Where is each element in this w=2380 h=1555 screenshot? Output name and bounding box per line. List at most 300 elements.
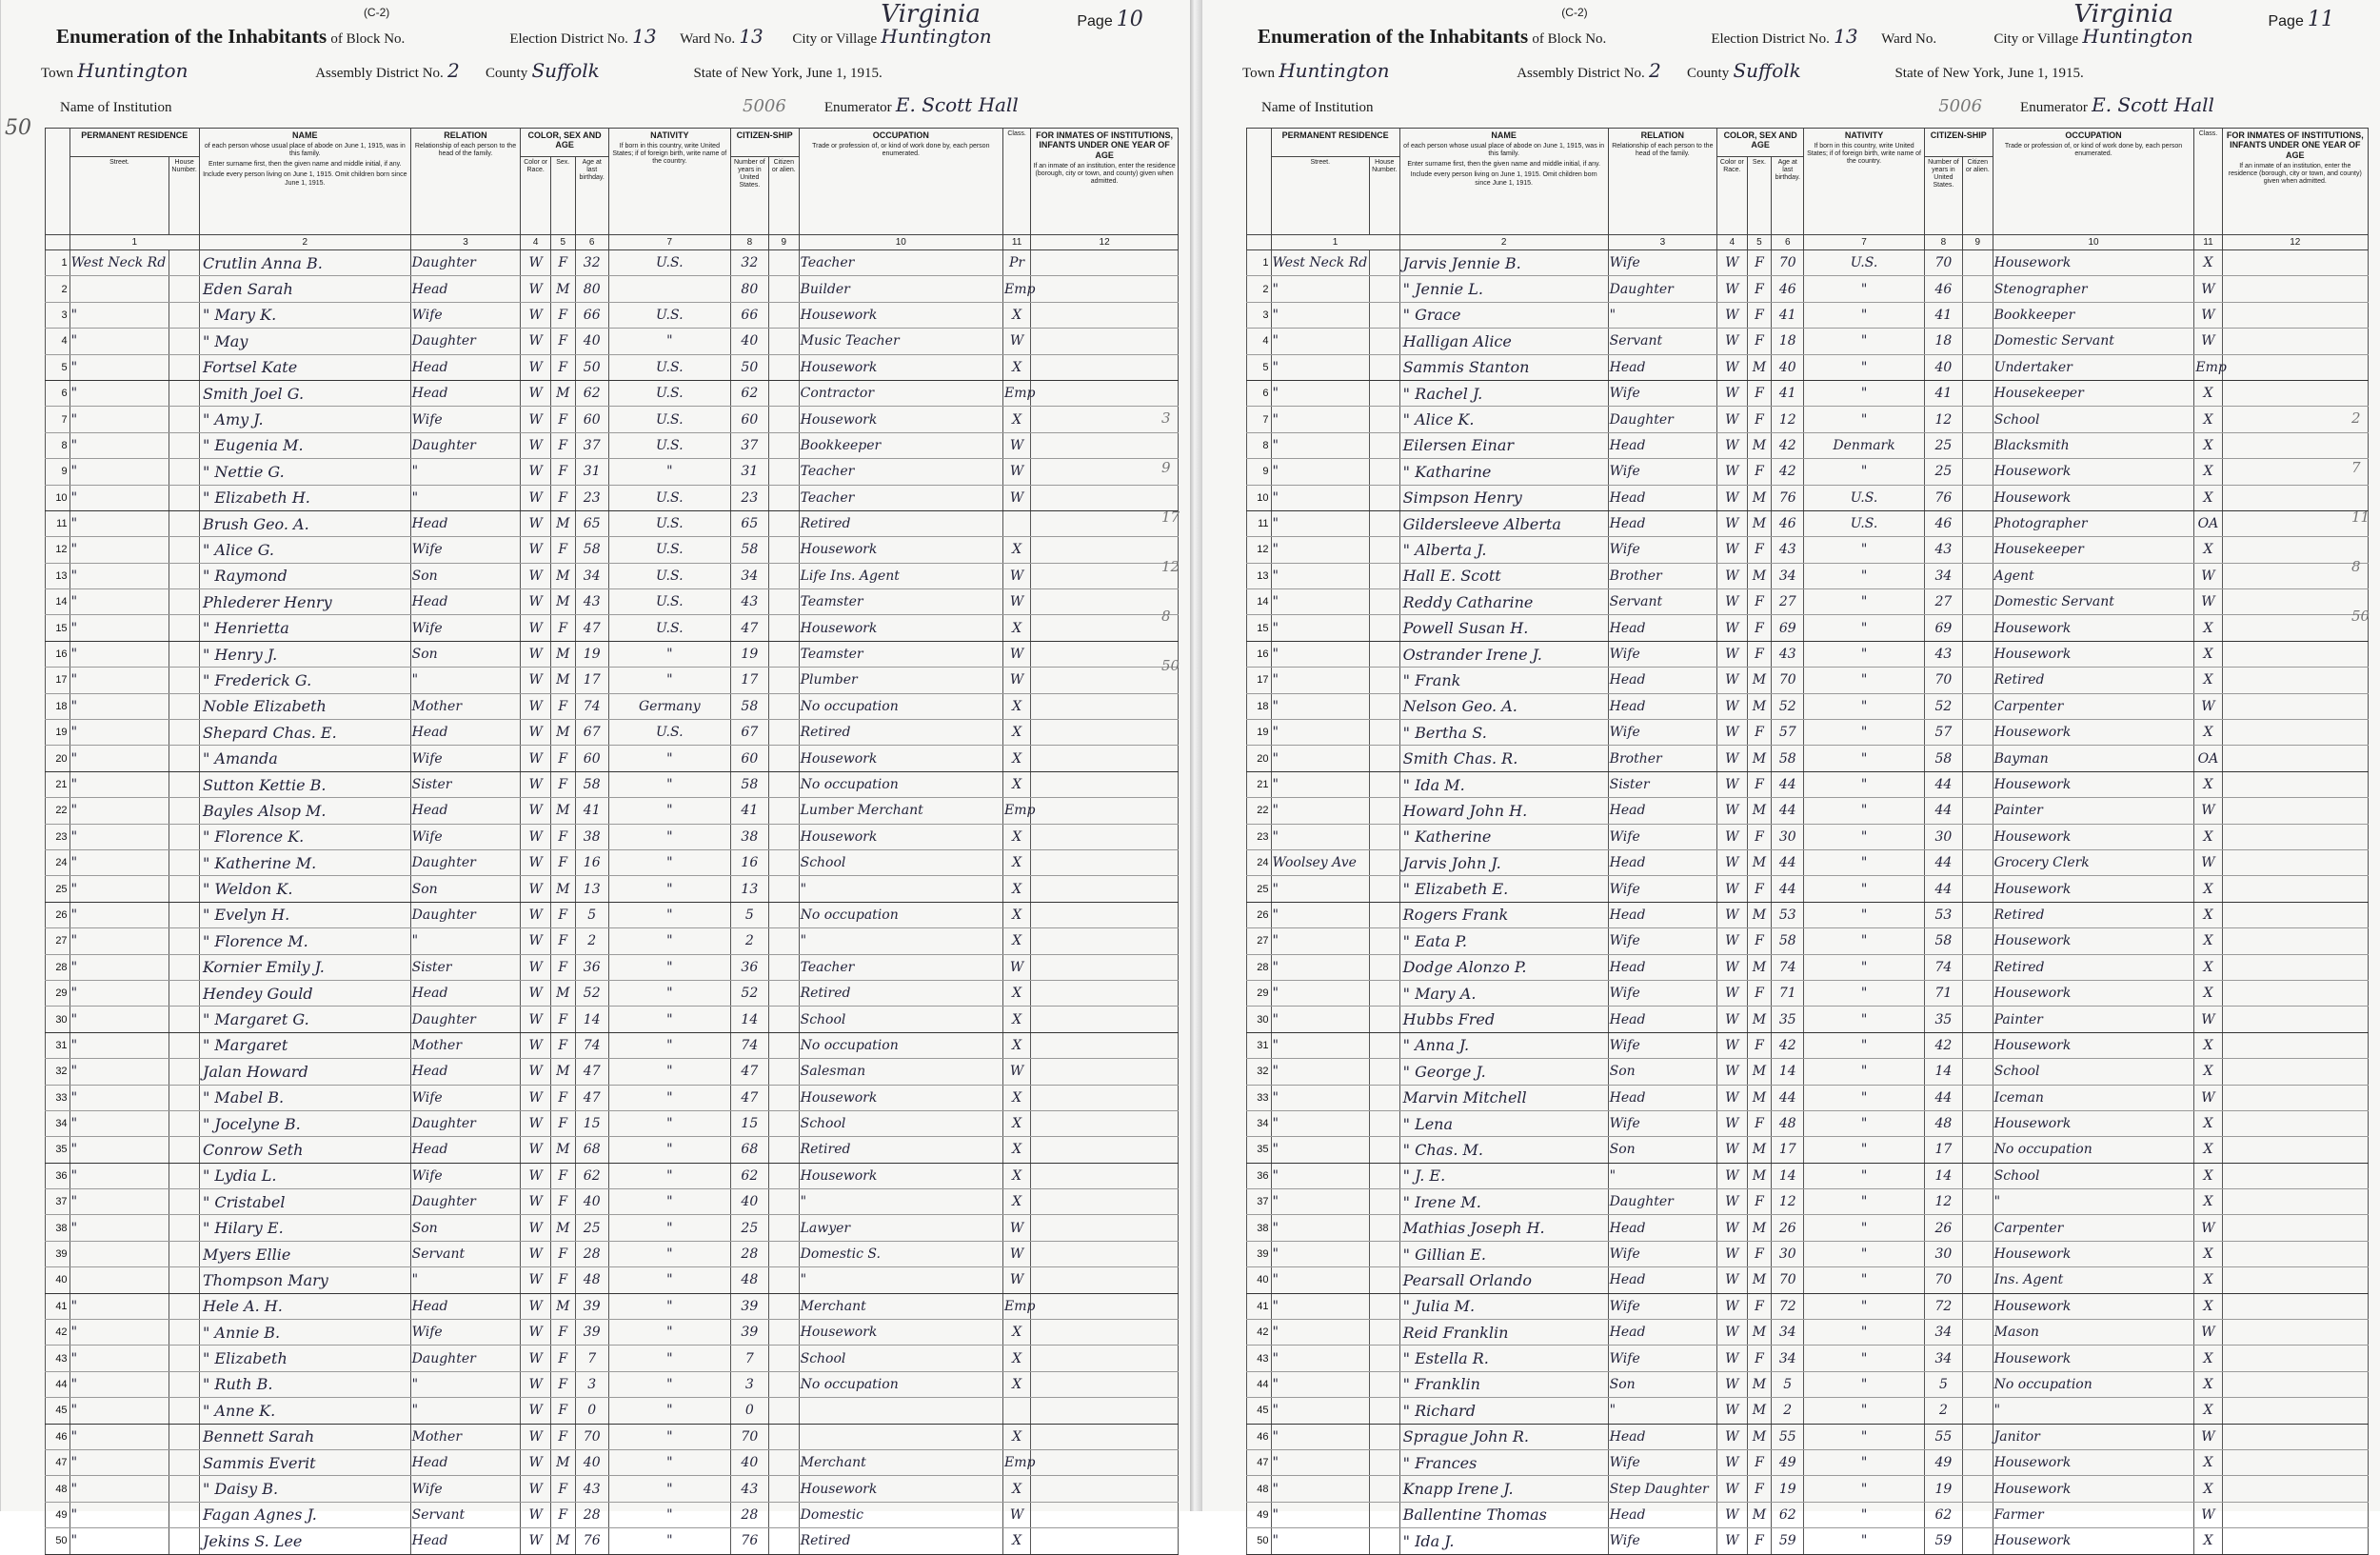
house-number-cell [1369, 641, 1399, 667]
color-cell: W [1717, 459, 1748, 485]
years-cell: 66 [730, 302, 768, 328]
relation-cell: Head [410, 1528, 521, 1554]
relation-cell: Wife [1608, 1346, 1716, 1371]
color-cell: W [521, 668, 551, 693]
occupation-cell: School [799, 1346, 1002, 1371]
occupation-header-sub: Trade or profession of, or kind of work done by, each person enumerated. [2004, 143, 2183, 158]
inmates-cell [2222, 459, 2368, 485]
class-cell: W [1002, 1059, 1030, 1085]
table-row [46, 1137, 1179, 1163]
citizen-cell [768, 1320, 799, 1346]
street-cell [69, 1267, 169, 1293]
name-cell: " Mary K. [199, 302, 410, 328]
occupation-cell: Retired [1993, 668, 2194, 693]
line-number: 50 [46, 1528, 70, 1554]
years-cell: 5 [1924, 1371, 1962, 1397]
line-number: 45 [1247, 1398, 1272, 1424]
relation-cell: Sister [1608, 771, 1716, 797]
class-cell: X [1002, 1163, 1030, 1188]
line-number: 48 [46, 1476, 70, 1502]
house-number-cell [1369, 407, 1399, 432]
sex-cell: M [550, 1293, 575, 1319]
line-number: 32 [46, 1059, 70, 1085]
years-cell: 76 [730, 1528, 768, 1554]
house-number-cell [1369, 771, 1399, 797]
name-cell: " Bertha S. [1399, 720, 1608, 746]
table-row [1247, 250, 2369, 276]
years-cell: 16 [730, 849, 768, 875]
class-cell: X [2194, 380, 2222, 406]
nativity-cell: " [1804, 1293, 1925, 1319]
line-number: 19 [1247, 720, 1272, 746]
class-cell: W [1002, 329, 1030, 354]
street-cell: " [1271, 1163, 1369, 1188]
citizen-cell [768, 1137, 799, 1163]
line-number: 31 [46, 1032, 70, 1058]
inmates-cell [2222, 1320, 2368, 1346]
class-cell: X [1002, 1476, 1030, 1502]
inmates-cell [1031, 1189, 1179, 1215]
enumerator-label: Enumerator [823, 100, 892, 115]
county-label: County [1687, 66, 1730, 81]
citizen-cell [768, 693, 799, 719]
house-number-cell [169, 380, 200, 406]
house-number-cell [169, 902, 200, 927]
class-cell: X [2194, 902, 2222, 927]
inmates-cell [1031, 954, 1179, 980]
relation-cell: Head [410, 354, 521, 380]
relation-cell: Step Daughter [1608, 1476, 1716, 1502]
occupation-cell: School [1993, 1163, 2194, 1188]
relation-cell: Son [1608, 1371, 1716, 1397]
citizen-cell [768, 641, 799, 667]
color-header: Color or Race. [1717, 157, 1748, 235]
house-number-cell [1369, 668, 1399, 693]
inmates-cell [1031, 1032, 1179, 1058]
name-cell: " Katharine [1399, 459, 1608, 485]
name-header-sub1: of each person whose usual place of abode on June 1, 1915, was in this family. [204, 143, 406, 158]
relation-cell: Head [1608, 510, 1716, 536]
table-row [46, 849, 1179, 875]
class-cell: X [2194, 1346, 2222, 1371]
house-number-cell [169, 1163, 200, 1188]
table-row [1247, 276, 2369, 302]
line-number: 38 [46, 1215, 70, 1241]
sex-cell: M [1747, 902, 1772, 927]
street-cell: " [69, 954, 169, 980]
age-cell: 58 [575, 771, 608, 797]
sex-cell: F [550, 928, 575, 954]
nativity-cell: U.S. [1804, 250, 1925, 276]
color-cell: W [521, 537, 551, 563]
table-row [46, 824, 1179, 849]
sex-cell: F [1747, 876, 1772, 902]
inmates-cell [1031, 589, 1179, 615]
nativity-cell: U.S. [608, 537, 730, 563]
citizen-cell [1962, 668, 1993, 693]
citizen-cell [1962, 849, 1993, 875]
occupation-cell: No occupation [799, 1032, 1002, 1058]
years-cell: 43 [1924, 641, 1962, 667]
table-row [46, 459, 1179, 485]
occupation-cell: Teamster [799, 589, 1002, 615]
years-cell: 48 [1924, 1110, 1962, 1136]
occupation-cell: No occupation [799, 902, 1002, 927]
years-cell: 23 [730, 485, 768, 510]
relation-header-sub: Relationship of each person to the head of the family. [1612, 143, 1714, 158]
years-header: Number of years in United States. [730, 157, 768, 235]
years-cell: 72 [1924, 1293, 1962, 1319]
nativity-cell: U.S. [608, 407, 730, 432]
nativity-cell: " [1804, 1476, 1925, 1502]
house-number-cell [169, 432, 200, 458]
house-number-cell [1369, 1007, 1399, 1032]
house-number-cell [169, 276, 200, 302]
relation-cell: Servant [410, 1502, 521, 1527]
institution-label: Name of Institution [1261, 100, 1374, 115]
color-cell: W [1717, 432, 1748, 458]
house-number-cell [1369, 1163, 1399, 1188]
column-number: 5 [1747, 235, 1772, 250]
line-number: 42 [46, 1320, 70, 1346]
sex-cell: M [1747, 798, 1772, 824]
inmates-cell [2222, 432, 2368, 458]
nativity-cell: " [608, 1059, 730, 1085]
age-cell: 43 [575, 589, 608, 615]
column-number-row [1247, 235, 2369, 250]
age-cell: 47 [575, 1085, 608, 1110]
color-cell: W [521, 485, 551, 510]
citizen-cell [1962, 1059, 1993, 1085]
inmates-cell [2222, 849, 2368, 875]
street-cell: " [69, 1346, 169, 1371]
street-cell: " [69, 980, 169, 1006]
street-cell: " [1271, 1398, 1369, 1424]
street-cell: " [1271, 1215, 1369, 1241]
name-cell: " Alice K. [1399, 407, 1608, 432]
inmates-cell [1031, 1137, 1179, 1163]
city-label: City or Village [1993, 31, 2079, 47]
house-number-cell [169, 250, 200, 276]
years-cell: 37 [730, 432, 768, 458]
occupation-cell: Builder [799, 276, 1002, 302]
color-cell: W [521, 1085, 551, 1110]
sex-cell: M [550, 1528, 575, 1554]
name-cell: " Franklin [1399, 1371, 1608, 1397]
inmates-cell [1031, 510, 1179, 536]
sex-cell: F [1747, 720, 1772, 746]
name-cell: " Elizabeth H. [199, 485, 410, 510]
years-cell: 58 [730, 771, 768, 797]
census-page-left [0, 0, 1190, 1550]
county-label: County [486, 66, 528, 81]
sex-cell: F [550, 1241, 575, 1266]
occupation-cell: Teacher [799, 250, 1002, 276]
occupation-cell: Teacher [799, 954, 1002, 980]
line-number-header [46, 129, 70, 235]
occupation-cell: Retired [799, 980, 1002, 1006]
years-cell: 34 [1924, 1320, 1962, 1346]
occupation-header [799, 129, 1002, 235]
stamp-number: 5006 [1938, 96, 1983, 116]
years-cell: 53 [1924, 902, 1962, 927]
table-row [46, 1007, 1179, 1032]
column-number: 3 [410, 235, 521, 250]
line-number: 26 [1247, 902, 1272, 927]
line-number: 2 [1247, 276, 1272, 302]
age-cell: 41 [575, 798, 608, 824]
line-number: 29 [46, 980, 70, 1006]
election-value: 13 [632, 25, 657, 48]
house-number-cell [1369, 824, 1399, 849]
years-cell: 34 [1924, 1346, 1962, 1371]
table-row [1247, 798, 2369, 824]
table-row [1247, 980, 2369, 1006]
age-cell: 23 [575, 485, 608, 510]
class-cell: OA [2194, 510, 2222, 536]
street-cell: " [69, 1502, 169, 1527]
sex-cell: F [1747, 329, 1772, 354]
table-row [1247, 824, 2369, 849]
years-cell: 0 [730, 1398, 768, 1424]
occupation-cell: Retired [1993, 902, 2194, 927]
age-cell: 74 [575, 693, 608, 719]
nativity-cell: " [1804, 902, 1925, 927]
house-number-cell [1369, 1502, 1399, 1527]
table-row [46, 668, 1179, 693]
inmates-cell [1031, 459, 1179, 485]
nativity-cell: U.S. [608, 302, 730, 328]
age-cell: 16 [575, 849, 608, 875]
nativity-cell: " [1804, 380, 1925, 406]
margin-tally: 11 [2351, 508, 2370, 526]
class-cell: W [1002, 563, 1030, 588]
age-cell: 41 [1772, 302, 1804, 328]
column-number-blank [1247, 235, 1272, 250]
name-header-sub3: Include every person living on June 1, 1915. Omit children born since June 1, 1915. [1410, 171, 1597, 187]
house-number-cell [169, 693, 200, 719]
name-cell: " Irene M. [1399, 1189, 1608, 1215]
class-cell: X [1002, 693, 1030, 719]
citizen-cell [768, 1163, 799, 1188]
street-cell: " [69, 1085, 169, 1110]
sex-cell: M [550, 276, 575, 302]
line-number: 23 [46, 824, 70, 849]
name-cell: " Katherine [1399, 824, 1608, 849]
street-cell: " [1271, 1346, 1369, 1371]
sex-cell: F [550, 1424, 575, 1449]
block-label: of Block No. [1532, 31, 1607, 47]
age-cell: 57 [1772, 720, 1804, 746]
age-cell: 3 [575, 1371, 608, 1397]
sex-cell: M [550, 876, 575, 902]
permanent-residence-header: PERMANENT RESIDENCE [1271, 129, 1399, 157]
line-number-header [1247, 129, 1272, 235]
color-cell: W [1717, 1398, 1748, 1424]
color-cell: W [521, 1215, 551, 1241]
table-row [1247, 432, 2369, 458]
age-cell: 42 [1772, 459, 1804, 485]
sex-cell: F [1747, 302, 1772, 328]
occupation-cell [799, 1424, 1002, 1449]
name-cell: " J. E. [1399, 1163, 1608, 1188]
inmates-cell [1031, 1371, 1179, 1397]
relation-cell: Wife [1608, 380, 1716, 406]
inmates-cell [2222, 407, 2368, 432]
line-number: 43 [46, 1346, 70, 1371]
line-number: 9 [46, 459, 70, 485]
citizen-cell [1962, 563, 1993, 588]
inmates-header [1031, 129, 1179, 235]
table-row [46, 1346, 1179, 1371]
class-cell: X [2194, 641, 2222, 667]
ward-label: Ward No. [680, 31, 736, 47]
line-number: 17 [1247, 668, 1272, 693]
relation-cell: Sister [410, 954, 521, 980]
color-cell: W [1717, 1449, 1748, 1475]
color-cell: W [521, 432, 551, 458]
name-cell: " Frances [1399, 1449, 1608, 1475]
house-number-cell [1369, 1449, 1399, 1475]
name-cell: " Annie B. [199, 1320, 410, 1346]
inmates-cell [2222, 329, 2368, 354]
street-cell: " [69, 746, 169, 771]
class-cell: W [2194, 1502, 2222, 1527]
line-number: 23 [1247, 824, 1272, 849]
line-number: 6 [1247, 380, 1272, 406]
age-cell: 60 [575, 407, 608, 432]
color-cell: W [1717, 771, 1748, 797]
line-number: 34 [46, 1110, 70, 1136]
name-cell: " Henrietta [199, 615, 410, 641]
sex-cell: M [1747, 693, 1772, 719]
citizen-cell [1962, 1110, 1993, 1136]
relation-cell: Daughter [410, 250, 521, 276]
house-number-cell [1369, 1032, 1399, 1058]
assembly-value: 2 [1649, 59, 1661, 82]
table-row [1247, 641, 2369, 667]
table-row [46, 1424, 1179, 1449]
sex-cell: F [1747, 250, 1772, 276]
house-number-cell [169, 1502, 200, 1527]
years-cell: 3 [730, 1371, 768, 1397]
nativity-cell: " [608, 902, 730, 927]
table-row [1247, 746, 2369, 771]
nativity-cell: U.S. [608, 510, 730, 536]
table-row [1247, 380, 2369, 406]
table-row [46, 1528, 1179, 1554]
class-cell: W [2194, 798, 2222, 824]
line-number: 19 [46, 720, 70, 746]
relation-cell: Daughter [410, 1110, 521, 1136]
age-cell: 25 [575, 1215, 608, 1241]
age-cell: 55 [1772, 1424, 1804, 1449]
name-cell: " Richard [1399, 1398, 1608, 1424]
citizen-cell [768, 771, 799, 797]
years-cell: 44 [1924, 876, 1962, 902]
class-cell: X [1002, 720, 1030, 746]
inmates-cell [1031, 876, 1179, 902]
inmates-cell [2222, 1110, 2368, 1136]
name-cell: " Daisy B. [199, 1476, 410, 1502]
house-number-cell [169, 771, 200, 797]
ward-label: Ward No. [1881, 31, 1937, 47]
table-row [46, 1032, 1179, 1058]
street-cell: " [1271, 1528, 1369, 1554]
table-row [46, 250, 1179, 276]
age-cell: 70 [1772, 668, 1804, 693]
age-cell: 30 [1772, 1241, 1804, 1266]
name-cell: " May [199, 329, 410, 354]
house-number-cell [169, 1320, 200, 1346]
citizen-cell [768, 1241, 799, 1266]
nativity-cell: " [608, 1346, 730, 1371]
occupation-cell: Undertaker [1993, 354, 2194, 380]
years-cell: 41 [1924, 302, 1962, 328]
class-cell: X [2194, 1110, 2222, 1136]
street-cell: " [69, 902, 169, 927]
occupation-cell: Housework [1993, 771, 2194, 797]
nativity-cell: " [1804, 954, 1925, 980]
column-number: 9 [1962, 235, 1993, 250]
color-cell: W [521, 1137, 551, 1163]
sex-cell: F [550, 329, 575, 354]
age-cell: 27 [1772, 589, 1804, 615]
years-cell: 43 [730, 589, 768, 615]
header-line-1 [56, 25, 992, 49]
occupation-cell: " [1993, 1398, 2194, 1424]
line-number: 27 [46, 928, 70, 954]
house-number-cell [1369, 1189, 1399, 1215]
citizen-cell [768, 824, 799, 849]
name-cell: Reid Franklin [1399, 1320, 1608, 1346]
table-row [46, 798, 1179, 824]
nativity-cell: " [608, 849, 730, 875]
name-cell: Shepard Chas. E. [199, 720, 410, 746]
street-cell: " [1271, 1449, 1369, 1475]
color-cell: W [521, 824, 551, 849]
inmates-cell [2222, 771, 2368, 797]
name-header-title: NAME [1491, 130, 1517, 140]
line-number: 7 [46, 407, 70, 432]
line-number: 13 [46, 563, 70, 588]
age-cell: 43 [575, 1476, 608, 1502]
age-cell: 40 [575, 1449, 608, 1475]
block-label: of Block No. [330, 31, 406, 47]
relation-cell: Wife [1608, 1032, 1716, 1058]
line-number: 39 [46, 1241, 70, 1266]
citizen-cell [1962, 1007, 1993, 1032]
table-row [1247, 1189, 2369, 1215]
nativity-cell: " [608, 1371, 730, 1397]
class-cell [1002, 510, 1030, 536]
street-cell: " [1271, 720, 1369, 746]
years-cell: 46 [1924, 276, 1962, 302]
street-cell: " [1271, 1267, 1369, 1293]
occupation-cell: Bookkeeper [799, 432, 1002, 458]
nativity-cell: " [1804, 1398, 1925, 1424]
class-cell: W [2194, 1007, 2222, 1032]
age-cell: 48 [575, 1267, 608, 1293]
citizen-cell [1962, 1163, 1993, 1188]
inmates-cell [1031, 1398, 1179, 1424]
name-cell: " Estella R. [1399, 1346, 1608, 1371]
inmates-cell [2222, 1085, 2368, 1110]
age-cell: 36 [575, 954, 608, 980]
street-cell: " [69, 563, 169, 588]
color-cell: W [1717, 1032, 1748, 1058]
occupation-cell: No occupation [1993, 1371, 2194, 1397]
